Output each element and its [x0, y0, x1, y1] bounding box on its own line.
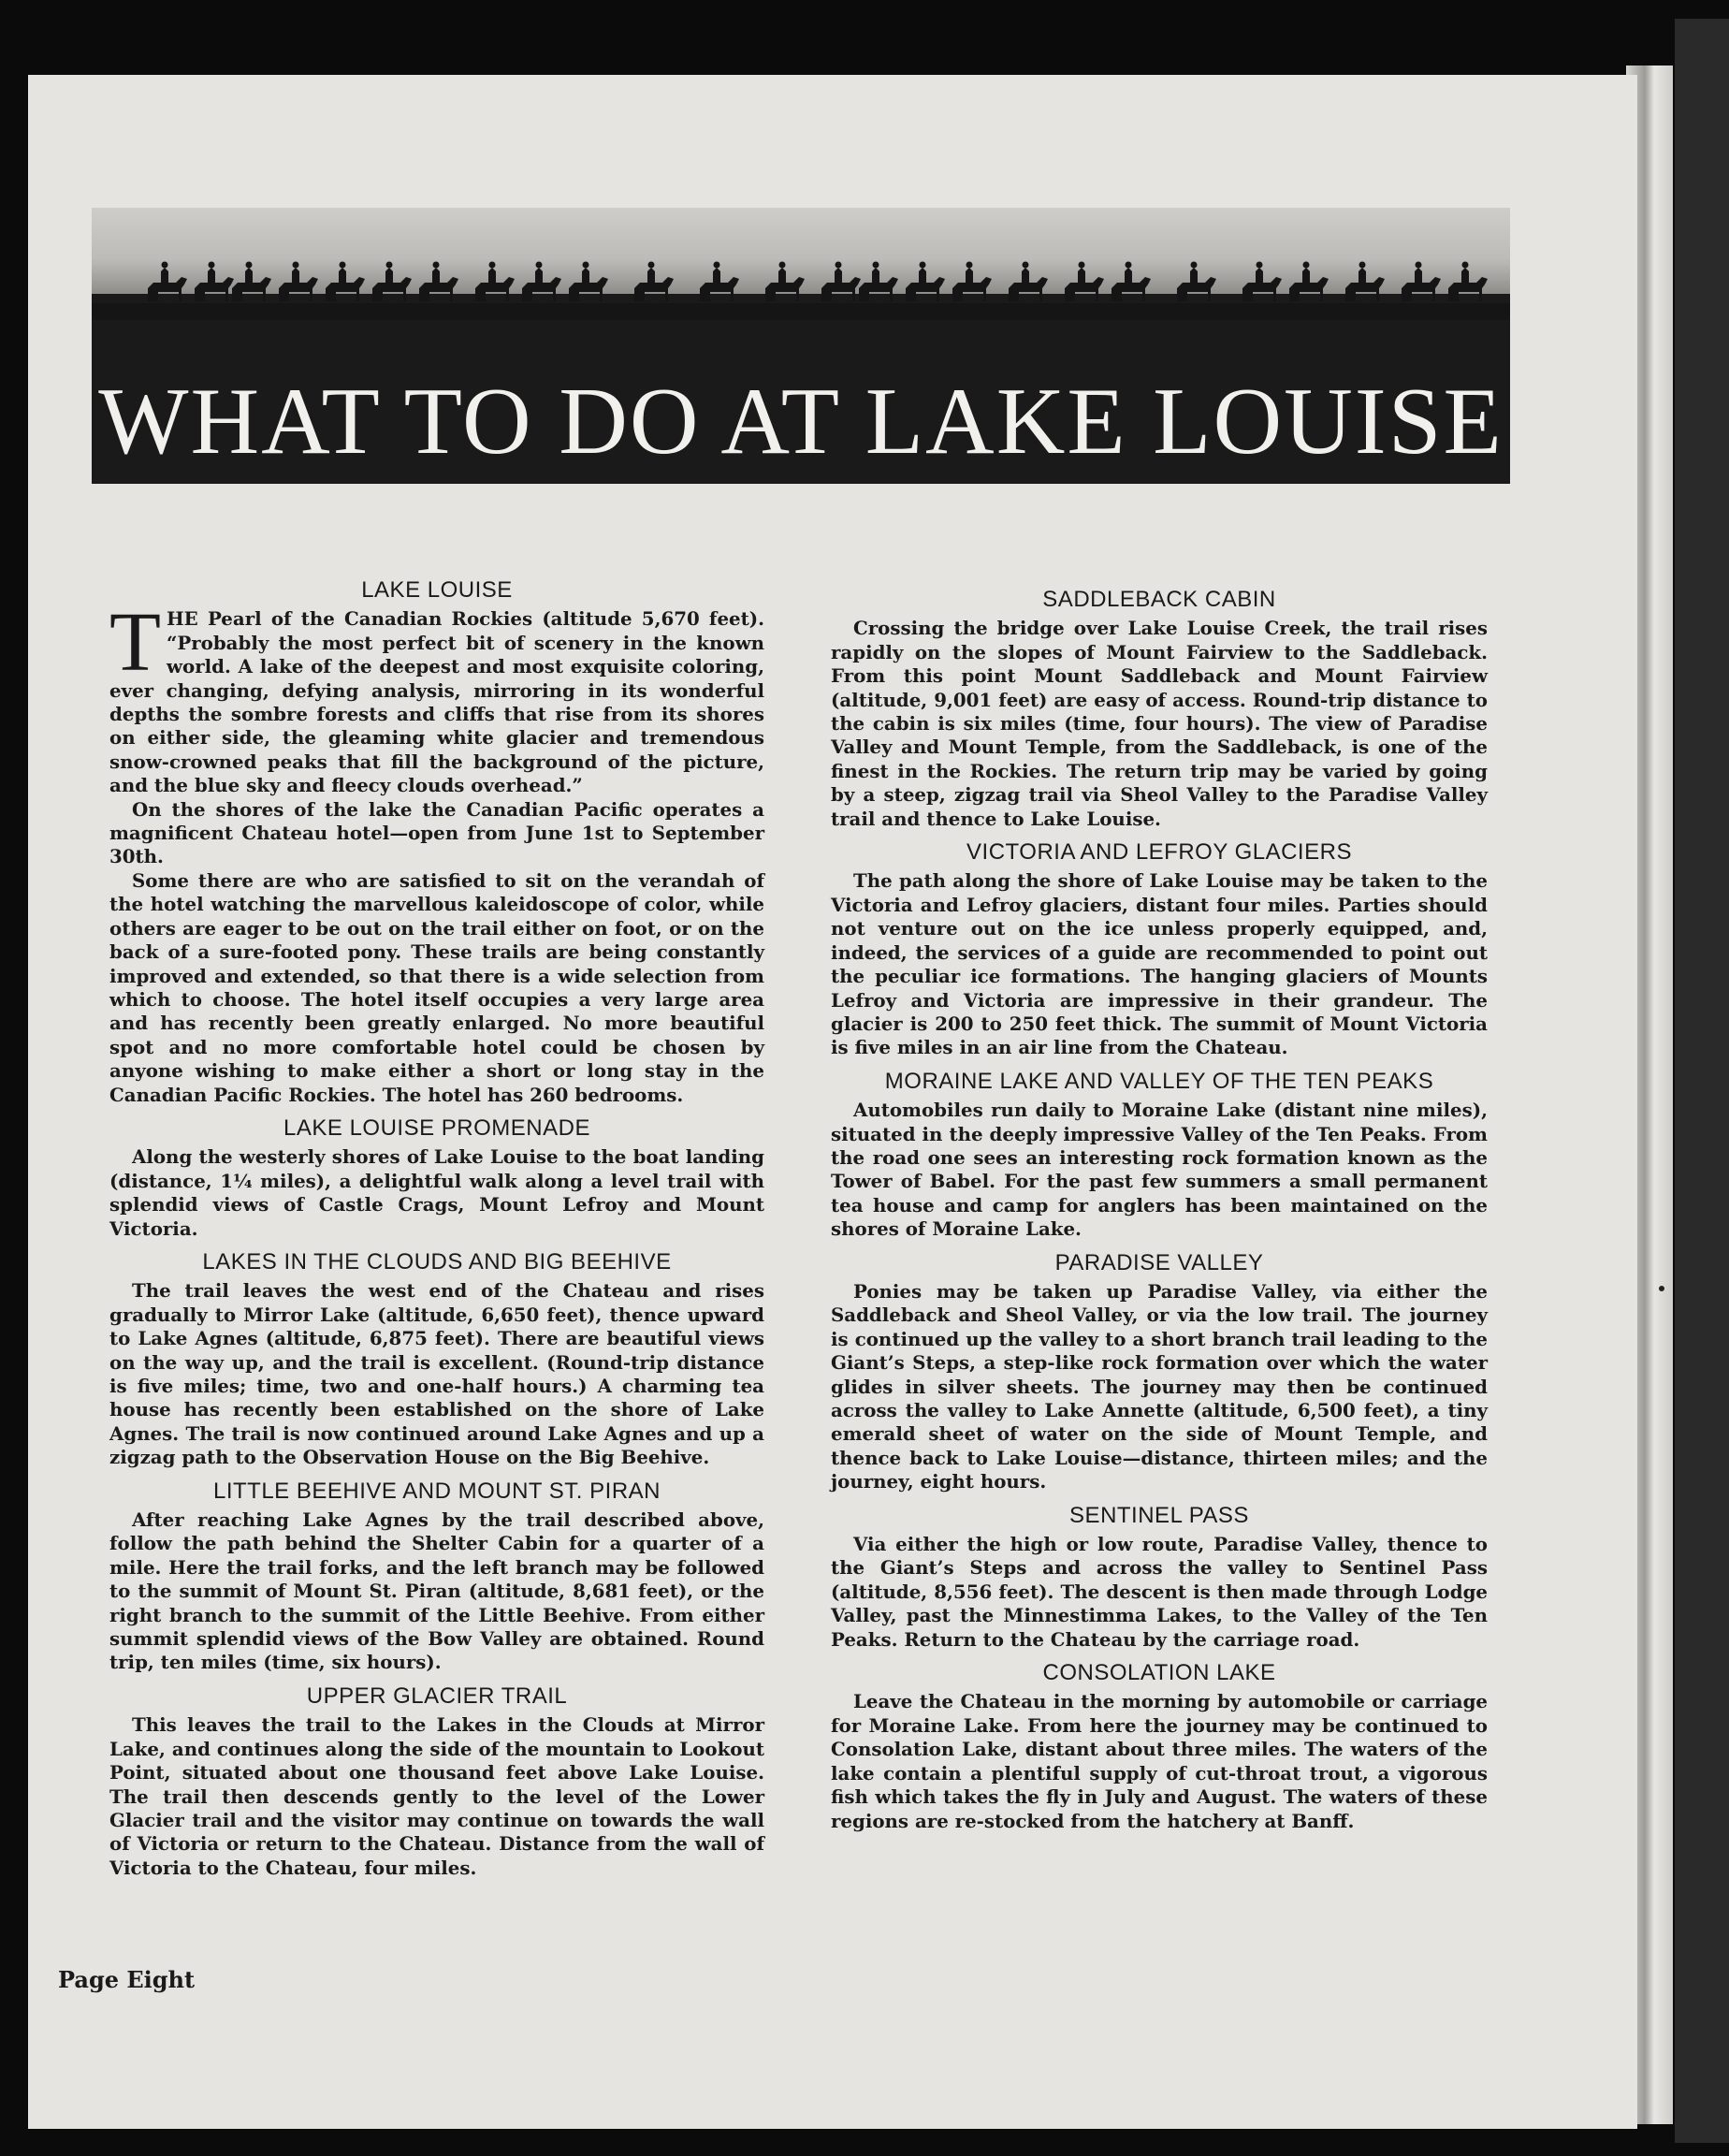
- paragraph-text: Crossing the bridge over Lake Louise Creek, the trail rises rapidly on the slopes of Mount Fairview to the Saddleback. From this point Mount Saddleback and Mount Fairview (altitude, 9,001 feet) are easy of access. Round-trip distance to the cabin is six miles (time, four hours). The view of Paradise Valley and Mount Temple, from the Saddleback, is one of the finest in the Rockies. The return trip may be varied by going by a steep, zigzag trail via Sheol Valley to the Paradise Valley trail and thence to Lake Louise.: [831, 617, 1488, 830]
- horse-riders-silhouette: [92, 245, 1510, 320]
- rider-silhouette: [1256, 268, 1263, 283]
- rider-silhouette: [647, 268, 655, 283]
- rider-silhouette: [1022, 268, 1029, 283]
- rider-silhouette: [292, 268, 299, 283]
- rider-silhouette: [1302, 268, 1310, 283]
- horizon-ground: [92, 303, 1510, 320]
- paragraph-text: After reaching Lake Agnes by the trail described above, follow the path behind the Shelter Cabin for a quarter of a mile. Here the trail forks, and the left branch may be followed to the summit of Mount St. Piran (altitude, 8,681 feet), or the right branch to the summit of the Little Beehive. From either summit splendid views of the Bow Valley are obtained. Round trip, ten miles (time, six hours).: [109, 1508, 764, 1674]
- rider-head: [873, 262, 879, 269]
- body-paragraph: [831, 1533, 1488, 1652]
- drop-cap: T: [109, 596, 161, 690]
- rider-silhouette: [919, 268, 926, 283]
- rider-head: [1257, 262, 1263, 269]
- rider-head: [162, 262, 168, 269]
- section-heading: LITTLE BEEHIVE AND MOUNT ST. PIRAN: [213, 1478, 661, 1504]
- rider-head: [433, 262, 440, 269]
- scan-speck: [1659, 1286, 1664, 1291]
- rider-head: [1462, 262, 1469, 269]
- body-paragraph: [831, 1690, 1488, 1832]
- paragraph-text: The trail leaves the west end of the Chateau and rises gradually to Mirror Lake (altitude, 6,650 feet), thence upward to Lake Agnes (altitude, 6,875 feet). There are beautiful views on the way up, and the trail is excellent. (Round-trip distance is five miles; time, two and one-half hours.) A charming tea house has recently been established on the shore of Lake Agnes. The trail is now continued around Lake Agnes and up a zigzag path to the Observation House on the Big Beehive.: [109, 1279, 764, 1469]
- rider-silhouette: [582, 268, 589, 283]
- rider-head: [209, 262, 215, 269]
- section-heading: SADDLEBACK CABIN: [1042, 587, 1276, 612]
- section-heading: PARADISE VALLEY: [1054, 1249, 1264, 1275]
- rider-silhouette: [245, 268, 253, 283]
- paragraph-text: Via either the high or low route, Paradise Valley, thence to the Giant’s Steps and across the valley to Sentinel Pass (altitude, 8,556 feet). The descent is then made through Lodge Valley, past the Minnestimma Lakes, to the Valley of the Ten Peaks. Return to the Chateau by the carriage road.: [831, 1533, 1488, 1651]
- rider-silhouette: [835, 268, 842, 283]
- paragraph-text: Automobiles run daily to Moraine Lake (distant nine miles), situated in the deeply impressive Valley of the Ten Peaks. From the road one sees an interesting rock formation known as the Tower of Babel. For the past few summers a small permanent tea house and camp for anglers has been maintained on the shores of Moraine Lake.: [831, 1099, 1488, 1241]
- rider-head: [1191, 262, 1198, 269]
- body-paragraph: [109, 869, 764, 1107]
- section-heading: SENTINEL PASS: [1069, 1502, 1249, 1528]
- section-heading: LAKES IN THE CLOUDS AND BIG BEEHIVE: [202, 1248, 672, 1275]
- section-heading: LAKE LOUISE PROMENADE: [283, 1114, 590, 1141]
- section-heading: LAKE LOUISE: [361, 577, 513, 603]
- body-paragraph: [109, 1508, 764, 1675]
- body-paragraph: [109, 1713, 764, 1880]
- left-column: [109, 578, 764, 1880]
- paragraph-text: On the shores of the lake the Canadian Pacific operates a magnificent Chateau hotel—open from June 1st to September 30th.: [109, 797, 764, 868]
- paragraph-text: This leaves the trail to the Lakes in the Clouds at Mirror Lake, and continues along the side of the mountain to Lookout Point, situated about one thousand feet above Lake Louise. The trail then descends gently to the level of the Lower Glacier trail and the visitor may continue on towards the wall of Victoria or return to the Chateau. Distance from the wall of Victoria to the Chateau, four miles.: [109, 1713, 764, 1879]
- rider-silhouette: [1125, 268, 1132, 283]
- rider-head: [1023, 262, 1029, 269]
- rider-silhouette: [872, 268, 879, 283]
- rider-head: [835, 262, 842, 269]
- rider-silhouette: [339, 268, 346, 283]
- rider-silhouette: [208, 268, 215, 283]
- body-paragraph: [831, 869, 1488, 1059]
- rider-silhouette: [966, 268, 973, 283]
- body-paragraph: [831, 1099, 1488, 1241]
- rider-head: [966, 262, 973, 269]
- rider-silhouette: [488, 268, 496, 283]
- body-paragraph: [109, 1279, 764, 1469]
- paragraph-text: Ponies may be taken up Paradise Valley, via either the Saddleback and Sheol Valley, or via the low trail. The journey is continued up the valley to a short branch trail leading to the Giant’s Steps, a step-like rock formation over which the water glides in silver sheets. The journey may then be continued across the valley to Lake Annette (altitude, 6,500 feet), a tiny emerald sheet of water on the side of Mount Temple, and thence back to Lake Louise—distance, thirteen miles; and the journey, eight hours.: [831, 1279, 1488, 1493]
- rider-head: [714, 262, 720, 269]
- section-heading: MORAINE LAKE AND VALLEY OF THE TEN PEAKS: [884, 1068, 1434, 1094]
- body-paragraph: [831, 1280, 1488, 1494]
- paragraph-text: Some there are who are satisfied to sit on the verandah of the hotel watching the marvellous kaleidoscope of color, while others are eager to be out on the trail either on foot, or on the back of a sure-footed pony. These trails are being constantly improved and extended, so that there is a wide selection from which to choose. The hotel itself occupies a very large area and has recently been greatly enlarged. No more beautiful spot and no more comfortable hotel could be chosen by anyone wishing to make either a short or long stay in the Canadian Pacific Rockies. The hotel has 260 bedrooms.: [109, 868, 764, 1106]
- paragraph-text: The path along the shore of Lake Louise may be taken to the Victoria and Lefroy glaciers, distant four miles. Parties should not venture out on the ice unless properly equipped, and, indeed, the services of a guide are recommended to point out the peculiar ice formations. The hanging glaciers of Mounts Lefroy and Victoria are impressive in their grandeur. The glacier is 200 to 250 feet thick. The summit of Mount Victoria is five miles in an air line from the Chateau.: [831, 869, 1488, 1059]
- rider-head: [779, 262, 786, 269]
- rider-head: [1359, 262, 1366, 269]
- rider-head: [386, 262, 393, 269]
- rider-head: [536, 262, 543, 269]
- paragraph-text: HE Pearl of the Canadian Rockies (altitude 5,670 feet). “Probably the most perfect bit of scenery in the known world. A lake of the deepest and most exquisite coloring, ever changing, defying analysis, mirroring in its wonderful depths the sombre forests and cliffs that rise from its shores on either side, the gleaming white glacier and tremendous snow-crowned peaks that fill the background of the picture, and the blue sky and fleecy clouds overhead.”: [109, 607, 764, 797]
- rider-silhouette: [432, 268, 440, 283]
- rider-head: [293, 262, 299, 269]
- page-title: WHAT TO DO AT LAKE LOUISE: [98, 369, 1504, 474]
- rider-head: [340, 262, 346, 269]
- rider-head: [246, 262, 253, 269]
- rider-head: [920, 262, 926, 269]
- rider-silhouette: [1190, 268, 1198, 283]
- rider-silhouette: [1461, 268, 1469, 283]
- rider-head: [583, 262, 589, 269]
- body-paragraph: [831, 617, 1488, 831]
- rider-silhouette: [1415, 268, 1422, 283]
- rider-silhouette: [161, 268, 168, 283]
- rider-silhouette: [535, 268, 543, 283]
- rider-head: [1126, 262, 1132, 269]
- right-column: [831, 588, 1488, 1833]
- section-heading: VICTORIA AND LEFROY GLACIERS: [966, 839, 1352, 866]
- paragraph-text: Along the westerly shores of Lake Louise to the boat landing (distance, 1¼ miles), a delightful walk along a level trail with splendid views of Castle Crags, Mount Lefroy and Mount Victoria.: [109, 1145, 764, 1240]
- rider-head: [648, 262, 655, 269]
- body-paragraph: [109, 798, 764, 869]
- book-cover-edge: [1675, 19, 1729, 2143]
- header-banner: [92, 208, 1510, 484]
- body-paragraph: [109, 1145, 764, 1241]
- rider-silhouette: [778, 268, 786, 283]
- rider-head: [1303, 262, 1310, 269]
- section-heading: UPPER GLACIER TRAIL: [306, 1683, 568, 1709]
- section-heading: CONSOLATION LAKE: [1042, 1660, 1276, 1686]
- rider-silhouette: [385, 268, 393, 283]
- body-paragraph: [109, 596, 764, 797]
- rider-head: [489, 262, 496, 269]
- page-number: Page Eight: [58, 1966, 196, 1993]
- paragraph-text: Leave the Chateau in the morning by automobile or carriage for Moraine Lake. From here the journey may be continued to Consolation Lake, distant about three miles. The waters of the lake contain a plentiful supply of cut-throat trout, a vigorous fish which takes the fly in July and August. The waters of these regions are re-stocked from the hatchery at Banff.: [831, 1690, 1488, 1832]
- rider-silhouette: [713, 268, 720, 283]
- rider-silhouette: [1078, 268, 1085, 283]
- rider-head: [1416, 262, 1422, 269]
- rider-head: [1079, 262, 1085, 269]
- rider-silhouette: [1358, 268, 1366, 283]
